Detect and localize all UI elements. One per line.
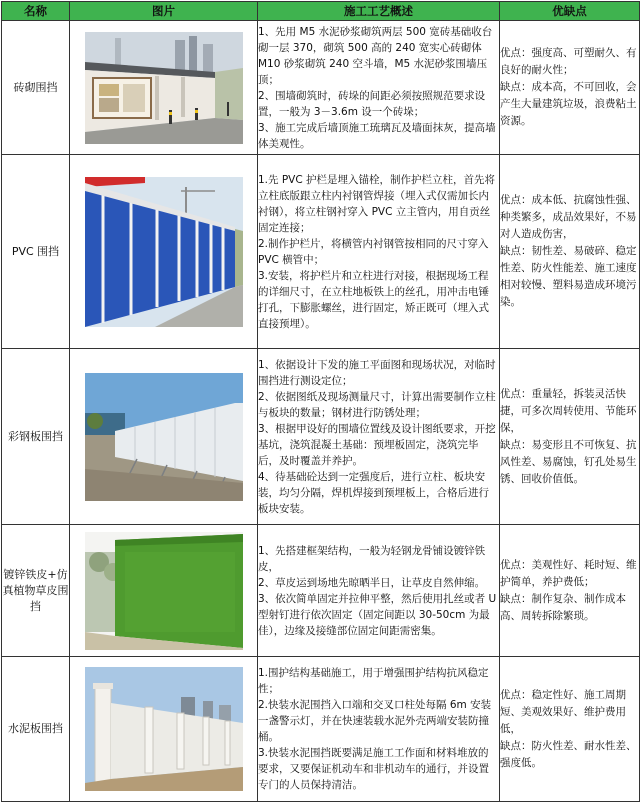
process-step: 1.先 PVC 护栏是埋入锚栓，制作护栏立柱，首先将立柱底版跟立柱内衬钢管焊接（埋入式仅需加长内衬钢），将立柱钢衬穿入 PVC 立主管内，用自贡丝固定连接；	[258, 173, 496, 234]
cons-text: 缺点：易变形且不可恢复、抗风性差、易腐蚀，钉孔处易生锈、回收价值低。	[500, 438, 637, 485]
cement-board-fence-photo	[85, 667, 243, 791]
process-step: 3、根据甲设好的围墙位置线及设计图纸要求，开挖基坑，浇筑混凝土基础：预埋板固定，浇筑完毕后，及时覆盖并养护。	[258, 422, 496, 467]
pros-text: 优点：重量轻，拆装灵活快捷，可多次周转使用、节能环保，	[500, 387, 637, 434]
header-process: 施工工艺概述	[258, 2, 500, 21]
process-step: 2、依据图纸及现场测量尺寸，计算出需要制作立柱与板块的数量；钢材进行防锈处理；	[258, 390, 496, 419]
row-name: PVC 围挡	[2, 155, 70, 349]
grass-fence-photo	[85, 532, 243, 650]
row-process	[258, 525, 500, 657]
row-name: 砖砌围挡	[2, 21, 70, 155]
header-image: 图片	[70, 2, 258, 21]
pros-text: 优点：美观性好、耗时短、维护简单，养护费低；	[500, 558, 637, 588]
process-step: 3、施工完成后墙顶施工琉璃瓦及墙面抹灰，提高墙体美观性。	[258, 121, 496, 150]
process-step: 3.快装水泥围挡既要满足施工工作面和材料堆放的要求，又要保证机动车和非机动车的通行，并设置专门的人员保持清洁。	[258, 747, 489, 791]
table-row	[2, 657, 640, 802]
process-step: 4、待基础砼达到一定强度后，进行立柱、板块安装，均匀分隔，焊机焊接到预埋板上，合格后进行板块安装。	[258, 470, 489, 515]
row-photo	[70, 21, 258, 155]
row-pros-cons	[500, 349, 640, 525]
header-row	[2, 2, 640, 21]
process-step: 2、草皮运到场地先晾晒半日，让草皮自然伸缩。	[258, 576, 486, 589]
pros-text: 优点：稳定性好、施工周期短、美观效果好、维护费用低，	[500, 688, 626, 735]
row-process	[258, 21, 500, 155]
table-row	[2, 525, 640, 657]
process-step: 3、依次简单固定并拉伸平整，然后使用扎丝或者 U 型射钉进行依次固定（固定间距以 30-50cm 为最佳），边缘及接缝部位固定间距需密集。	[258, 592, 497, 637]
row-process	[258, 155, 500, 349]
pros-text: 优点：成本低、抗腐蚀性强、种类繁多，成品效果好，不易对人造成伤害，	[500, 194, 637, 240]
process-step: 2、围墙砌筑时，砖垛的间距必须按照规范要求设置，一般为 3－3.6m 设一个砖垛；	[258, 89, 486, 118]
row-pros-cons	[500, 657, 640, 802]
row-photo	[70, 349, 258, 525]
row-pros-cons	[500, 155, 640, 349]
process-step: 1、先用 M5 水泥砂浆砌筑两层 500 宽砖基础收台砌一层 370，砌筑 500 高的 240 宽实心砖砌体 M10 砂浆砌筑 240 空斗墙，M5 水泥砂浆围墙压顶；	[258, 25, 493, 86]
process-step: 1、先搭建框架结构，一般为轻钢龙骨铺设镀锌铁皮，	[258, 544, 486, 573]
row-process	[258, 657, 500, 802]
cons-text: 缺点：防火性差、耐水性差、强度低。	[500, 739, 637, 769]
cons-text: 缺点：制作复杂、制作成本高、周转拆除繁琐。	[500, 592, 626, 622]
row-name: 彩钢板围挡	[2, 349, 70, 525]
row-photo	[70, 657, 258, 802]
table-row	[2, 349, 640, 525]
process-step: 3.安装，将护栏片和立柱进行对接，根据现场工程的详细尺寸，在立柱地板铁上的丝孔，用冲击电锤打孔，下膨胀螺丝，进行固定，矫正既可（埋入式直接预埋）。	[258, 269, 489, 330]
row-process	[258, 349, 500, 525]
cons-text: 缺点：成本高，不可回收，会产生大量建筑垃圾，浪费粘土资源。	[500, 81, 637, 127]
pvc-fence-photo	[85, 177, 243, 327]
pros-text: 优点：强度高、可塑耐久、有良好的耐火性；	[500, 47, 637, 76]
construction-hoarding-table	[1, 1, 640, 802]
header-name: 名称	[2, 2, 70, 21]
table-row	[2, 21, 640, 155]
row-name: 镀锌铁皮+仿真植物草皮围挡	[2, 525, 70, 657]
process-step: 1.围护结构基础施工，用于增强围护结构抗风稳定性；	[258, 667, 489, 695]
brick-wall-photo	[85, 32, 243, 144]
row-pros-cons	[500, 525, 640, 657]
row-pros-cons	[500, 21, 640, 155]
cons-text: 缺点：韧性差、易破碎、稳定性差、防火性能差、施工速度相对较慢、塑料易造成环境污染。	[500, 245, 637, 308]
process-step: 2.快装水泥围挡入口端和交叉口柱处每隔 6m 安装一盏警示灯，并在快速装载水泥外壳两端安装防撞桶。	[258, 699, 492, 743]
process-step: 2.制作护栏片，将横管内衬钢管按相同的尺寸穿入 PVC 横管中；	[258, 237, 489, 266]
row-photo	[70, 155, 258, 349]
row-name: 水泥板围挡	[2, 657, 70, 802]
color-steel-fence-photo	[85, 373, 243, 501]
row-photo	[70, 525, 258, 657]
table-row	[2, 155, 640, 349]
header-pros-cons: 优缺点	[500, 2, 640, 21]
process-step: 1、依据设计下发的施工平面图和现场状况，对临时围挡进行测设定位；	[258, 358, 496, 387]
